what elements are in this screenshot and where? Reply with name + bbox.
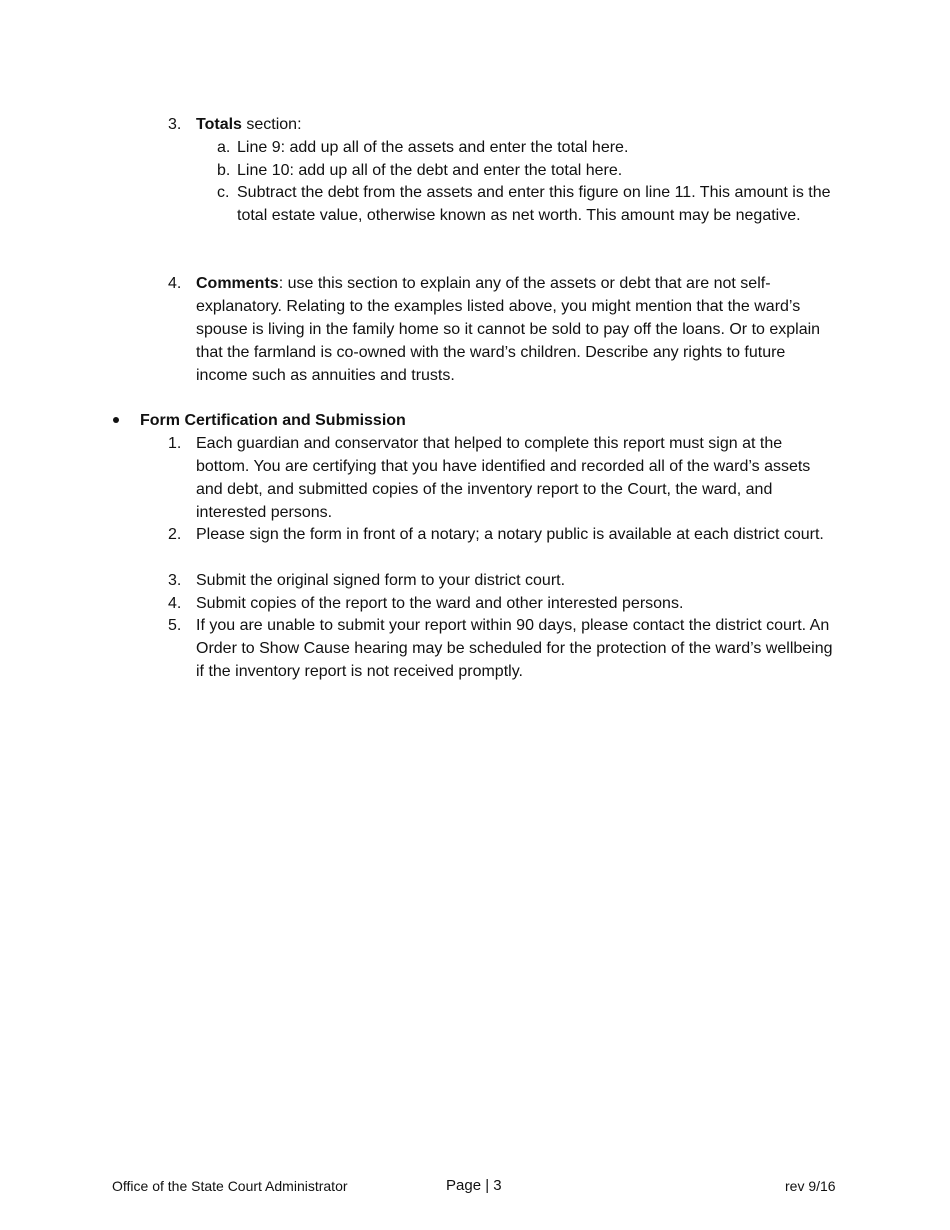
item-text: Please sign the form in front of a notary; a notary public is available at each district court.	[196, 526, 824, 543]
certification-item-2	[168, 523, 838, 546]
subitem-label: c.	[217, 184, 230, 201]
item-number: 1.	[168, 435, 182, 452]
subitem-text: Subtract the debt from the assets and enter this figure on line 11. This amount is the total estate value, otherwise known as net worth. This amount may be negative.	[237, 184, 831, 224]
subitem-label: a.	[217, 139, 231, 156]
totals-heading	[196, 113, 838, 136]
comments-number: 4.	[168, 275, 182, 292]
item-text: Submit the original signed form to your district court.	[196, 572, 566, 589]
item-number: 3.	[168, 572, 182, 589]
footer-office: Office of the State Court Administrator	[112, 1178, 348, 1194]
item-number: 4.	[168, 595, 182, 612]
comments-item	[168, 272, 830, 387]
subitem-label: b.	[217, 162, 231, 179]
item-text: Submit copies of the report to the ward and other interested persons.	[196, 595, 684, 612]
subitem-text: Line 10: add up all of the debt and enter the total here.	[237, 162, 623, 179]
totals-title-suffix: section:	[241, 116, 302, 133]
footer-revision: rev 9/16	[785, 1178, 836, 1194]
totals-subitem-c	[217, 181, 838, 227]
certification-heading: Form Certification and Submission	[140, 412, 406, 429]
item-number: 2.	[168, 526, 182, 543]
certification-item-1	[168, 432, 838, 524]
footer-page-number: Page | 3	[446, 1177, 502, 1194]
subitem-text: Line 9: add up all of the assets and enter the total here.	[237, 139, 629, 156]
totals-subitem-b	[217, 159, 838, 182]
certification-item-3	[168, 569, 838, 592]
totals-item	[168, 113, 838, 136]
bullet-icon	[113, 417, 119, 423]
item-text: If you are unable to submit your report within 90 days, please contact the district court. An Order to Show Cause hearing may be scheduled for the protection of the ward’s wellbeing if the inventory report is not received promptly.	[196, 617, 833, 680]
comments-title: Comments	[196, 275, 279, 292]
item-number: 5.	[168, 617, 182, 634]
certification-item-5	[168, 614, 838, 683]
item-text: Each guardian and conservator that helped to complete this report must sign at the bottom. You are certifying that you have identified and recorded all of the ward’s assets and debt, and submitted copies of the inventory report to the Court, the ward, and interested persons.	[196, 435, 811, 521]
totals-subitem-a	[217, 136, 838, 159]
certification-item-4	[168, 592, 838, 615]
comments-text: : use this section to explain any of the assets or debt that are not self-explanatory. Relating to the examples listed above, you might mention that the ward’s spouse is living in the family home so it cannot be sold to pay off the loans. Or to explain that the farmland is co-owned with the ward’s children. Describe any rights to future income such as annuities and trusts.	[196, 275, 821, 384]
totals-number: 3.	[168, 116, 182, 133]
comments-paragraph	[196, 272, 830, 387]
totals-title: Totals	[196, 116, 242, 133]
